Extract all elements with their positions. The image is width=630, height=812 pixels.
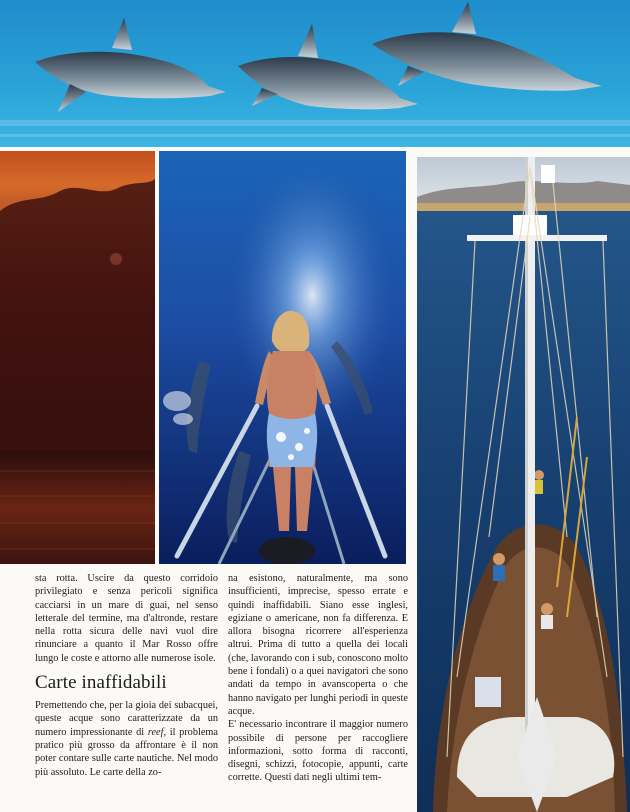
sailboat-mast-photo [417, 157, 630, 812]
paragraph-reef [35, 699, 218, 779]
paragraph-intro: sta rotta. Uscire da questo corridoio privilegiato e senza pericoli significa cacciarsi in un mare di guai, nel senso letterale del termine, ma d'altronde, restare nella rotta sicura delle navi vuol dire rinunciare a quanto il Mar Rosso offre lungo le coste e attorno alle numerose isole. [35, 573, 218, 664]
bow-photo [159, 151, 406, 564]
paragraph-reef-text-b: , il problema pratico più grosso da affrontare è il non poter contare sulle carte nautiche. Nel modo più assoluto. Le carte della zo- [35, 726, 218, 778]
section-heading: Carte inaffidabili [35, 672, 167, 694]
paragraph-reef-italic: reef [147, 726, 164, 738]
article-column-left [35, 572, 218, 779]
paragraph-information: E' necessario incontrare il maggior numero possibile di persone per raccogliere informazioni, sotto forma di racconti, disegni, schizzi, fotocopie, appunti, carte corrette. Questi dati negli ultimi tem- [228, 719, 408, 784]
paragraph-charts: na esistono, naturalmente, ma sono insufficienti, imprecise, spesso errate e quindi inaffidabili. Siano esse inglesi, egiziane o americane, non fa differenza. E allora bisogna ricorrere all'esperienza altrui. Prima di tutto a quella dei locali (che, lavorando con i sub, conoscono molto bene i fondali) o a quei navigatori che sono andati da tempo in avanscoperta o che hanno navigato per lunghi periodi in queste acque. [228, 573, 408, 717]
paragraph-reef-text-a: Premettendo che, per la gioia dei subacquei, queste acque sono caratterizzate da un numero impressionante di [35, 700, 218, 738]
article-column-middle [228, 572, 408, 785]
sunset-photo [0, 151, 155, 564]
dolphins-photo [0, 0, 630, 147]
